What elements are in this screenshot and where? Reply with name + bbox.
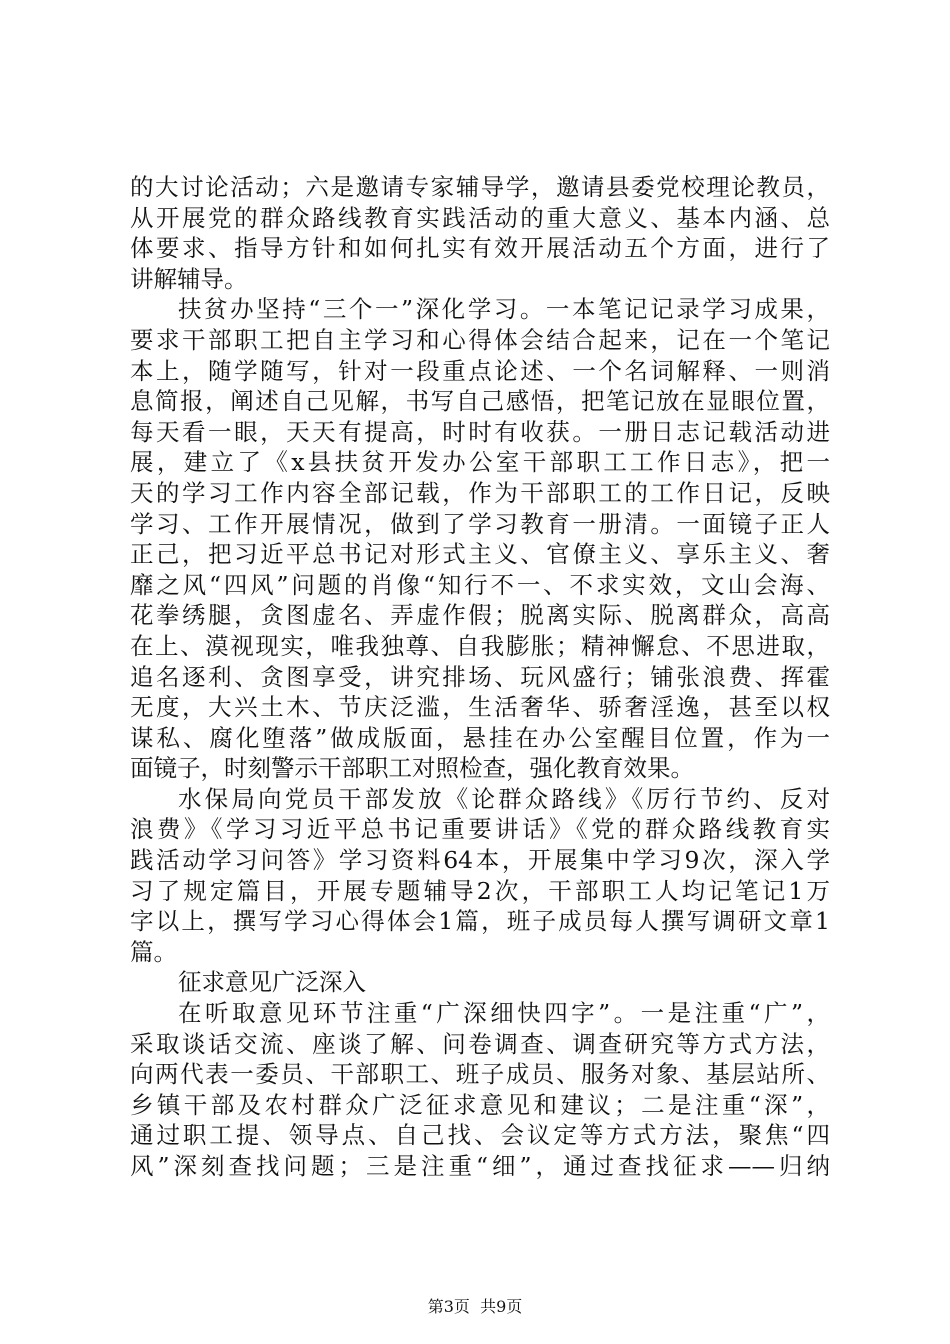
- text-line: 花拳绣腿，贪图虚名、弄虚作假；脱离实际、脱离群众，高高: [130, 601, 830, 630]
- text-line: 追名逐利、贪图享受，讲究排场、玩风盛行；铺张浪费、挥霍: [130, 662, 830, 691]
- page-number-label: 第3页 共9页: [427, 1297, 523, 1316]
- text-line: 天的学习工作内容全部记载，作为干部职工的工作日记，反映: [130, 478, 830, 507]
- page-footer: [0, 1297, 950, 1317]
- text-line: 水保局向党员干部发放《论群众路线》《厉行节约、反对: [178, 784, 830, 813]
- text-line: 的大讨论活动；六是邀请专家辅导学，邀请县委党校理论教员，: [130, 173, 830, 201]
- text-line: 采取谈话交流、座谈了解、问卷调查、调查研究等方式方法，: [130, 1029, 830, 1058]
- text-line: 扶贫办坚持“三个一”深化学习。一本笔记记录学习成果，: [178, 295, 830, 324]
- text-line: 学习、工作开展情况，做到了学习教育一册清。一面镜子正人: [130, 509, 830, 538]
- text-line: 体要求、指导方针和如何扎实有效开展活动五个方面，进行了: [130, 234, 830, 263]
- text-line: 通过职工提、领导点、自己找、会议定等方式方法，聚焦“四: [130, 1121, 830, 1150]
- text-line: 要求干部职工把自主学习和心得体会结合起来，记在一个笔记: [130, 325, 830, 354]
- text-line: 息简报，阐述自己见解，书写自己感悟，把笔记放在显眼位置，: [130, 387, 830, 416]
- text-line: 无度，大兴土木、节庆泛滥，生活奢华、骄奢淫逸，甚至以权: [130, 693, 830, 722]
- text-line: 乡镇干部及农村群众广泛征求意见和建议；二是注重“深”，: [130, 1090, 830, 1119]
- text-line: 谋私、腐化堕落”做成版面，悬挂在办公室醒目位置，作为一: [130, 723, 830, 752]
- text-line: 每天看一眼，天天有提高，时时有收获。一册日志记载活动进: [130, 417, 830, 446]
- text-line: 从开展党的群众路线教育实践活动的重大意义、基本内涵、总: [130, 203, 830, 232]
- text-line: 展，建立了《x县扶贫开发办公室干部职工工作日志》，把一: [130, 448, 830, 477]
- document-body: [130, 172, 830, 1182]
- text-line: 字以上，撰写学习心得体会1篇，班子成员每人撰写调研文章1: [130, 907, 830, 936]
- text-line: 本上，随学随写，针对一段重点论述、一个名词解释、一则消: [130, 356, 830, 385]
- text-line: 践活动学习问答》学习资料64本，开展集中学习9次，深入学: [130, 846, 830, 875]
- text-line: 向两代表一委员、干部职工、班子成员、服务对象、基层站所、: [130, 1060, 830, 1089]
- text-line: 在上、漠视现实，唯我独尊、自我膨胀；精神懈怠、不思进取，: [130, 631, 830, 660]
- text-line: 篇。: [130, 937, 177, 966]
- text-line: 面镜子，时刻警示干部职工对照检查，强化教育效果。: [130, 754, 694, 783]
- text-line: 习了规定篇目，开展专题辅导2次，干部职工人均记笔记1万: [130, 876, 830, 905]
- text-line: 讲解辅导。: [130, 264, 248, 293]
- text-line: 风”深刻查找问题；三是注重“细”，通过查找征求——归纳: [130, 1152, 830, 1180]
- text-line: 浪费》《学习习近平总书记重要讲话》《党的群众路线教育实: [130, 815, 830, 844]
- text-line: 在听取意见环节注重“广深细快四字”。一是注重“广”，: [178, 999, 830, 1028]
- text-line: 征求意见广泛深入: [178, 968, 366, 997]
- text-line: 靡之风“四风”问题的肖像“知行不一、不求实效，文山会海、: [130, 570, 830, 599]
- text-line: 正己，把习近平总书记对形式主义、官僚主义、享乐主义、奢: [130, 540, 830, 569]
